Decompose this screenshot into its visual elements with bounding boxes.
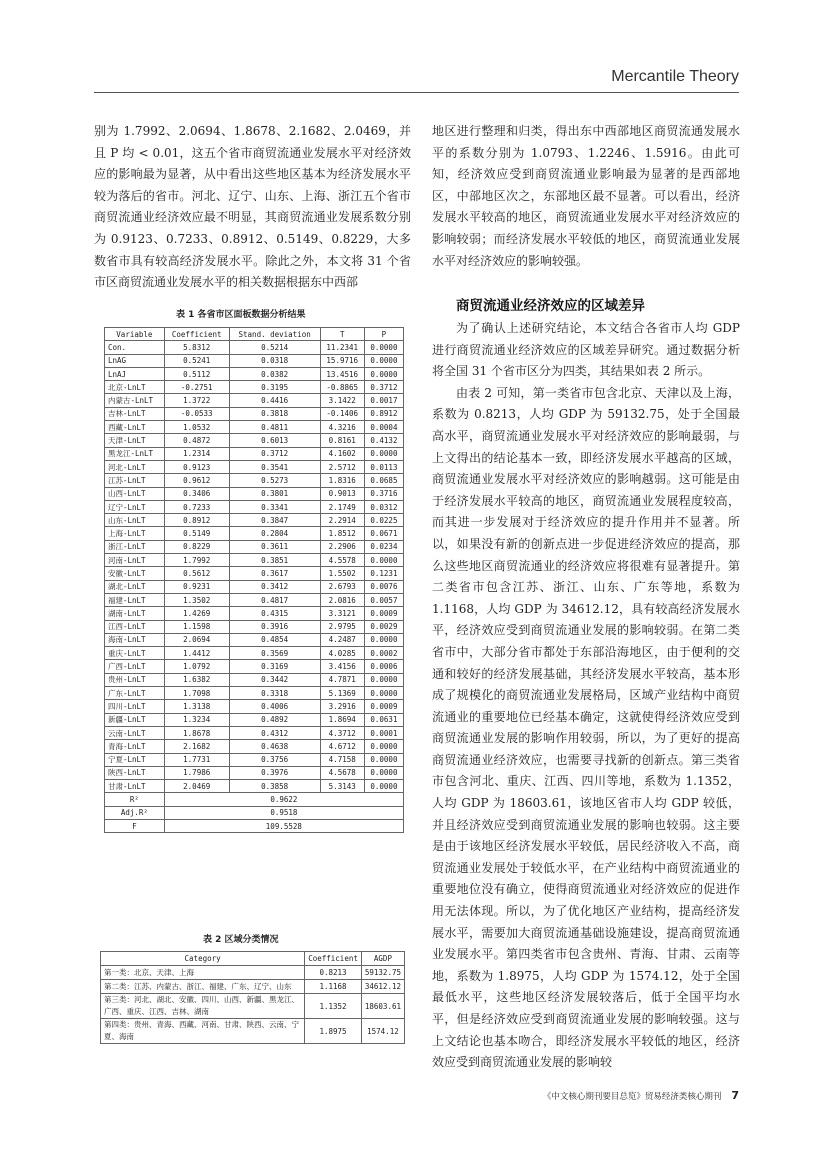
table-cell: 0.5241 [164, 354, 229, 367]
table-cell: 1.6382 [164, 673, 229, 686]
section-title: 商贸流通业经济效应的区域差异 [456, 298, 645, 314]
table-cell: 0.0000 [364, 780, 403, 793]
table2-header-row [101, 952, 405, 966]
table-cell: 山东-LnLT [105, 514, 165, 527]
table-cell: 辽宁-LnLT [105, 500, 165, 513]
table-cell: 0.0631 [364, 713, 403, 726]
table-cell: 4.1602 [320, 447, 364, 460]
table-row [105, 434, 404, 447]
table-cell: 4.0285 [320, 647, 364, 660]
table-cell: 11.2341 [320, 341, 364, 354]
table-cell: 河北-LnLT [105, 460, 165, 473]
table-cell: 59132.75 [361, 966, 404, 980]
table-row [105, 381, 404, 394]
table-cell: 0.0029 [364, 620, 403, 633]
table-cell: 0.0076 [364, 580, 403, 593]
table-cell: 湖北-LnLT [105, 580, 165, 593]
paragraph: 别为 1.7992、2.0694、1.8678、2.1682、2.0469，并且 P 均 < 0.01，这五个省市商贸流通业发展水平对经济效应的影响最为显著，从中看出这些地区基本为经济发展水平较为落后的省市。河北、辽宁、山东、上海、浙江五个省市商贸流通业经济效应最不明显，其商贸流通业发展系数分别为 0.9123、0.7233、0.8912、0.5149、0.8229，大多数省市具有较高经济发展水平。除此之外，本文将 31 个省市区商贸流通业发展水平的相关数据根据东中西部 [94, 124, 411, 290]
table-cell: 1.7731 [164, 753, 229, 766]
table-cell: 0.3801 [229, 487, 320, 500]
table-cell: 1.2314 [164, 447, 229, 460]
table-cell: 0.0017 [364, 394, 403, 407]
table-cell: 福建-LnLT [105, 593, 165, 606]
table-cell: 浙江-LnLT [105, 540, 165, 553]
table-cell: 新疆-LnLT [105, 713, 165, 726]
table-row [105, 567, 404, 580]
table-row [105, 766, 404, 779]
table-cell: 4.3216 [320, 421, 364, 434]
table-cell: 0.3858 [229, 780, 320, 793]
table-row [105, 474, 404, 487]
table-cell: 0.0225 [364, 514, 403, 527]
table-row [105, 421, 404, 434]
table-cell: 4.2487 [320, 633, 364, 646]
table-cell: 4.7158 [320, 753, 364, 766]
table-cell: 第二类：江苏、内蒙古、浙江、福建、广东、辽宁、山东 [101, 980, 305, 994]
table-cell: 1574.12 [361, 1019, 404, 1044]
table-row [105, 460, 404, 473]
page-footer [543, 1089, 739, 1102]
table1-header-cell: P [364, 328, 403, 341]
table-cell: 1.4412 [164, 647, 229, 660]
table-cell: 安徽-LnLT [105, 567, 165, 580]
table-cell: 0.3712 [229, 447, 320, 460]
table-cell: 0.4892 [229, 713, 320, 726]
table-cell: 重庆-LnLT [105, 647, 165, 660]
table-row [105, 633, 404, 646]
table-cell: 0.9612 [164, 474, 229, 487]
table-cell: 4.5578 [320, 554, 364, 567]
journal-name: 《中文核心期刊要目总览》贸易经济类核心期刊 [542, 1092, 722, 1102]
table-cell: 2.0469 [164, 780, 229, 793]
table-row [105, 354, 404, 367]
table-row [105, 593, 404, 606]
table-cell: 0.8213 [305, 966, 362, 980]
table-cell: 0.0000 [364, 687, 403, 700]
table-row [105, 753, 404, 766]
table-cell: 吉林-LnLT [105, 407, 165, 420]
table-cell: 0.3847 [229, 514, 320, 527]
table-cell: 1.8512 [320, 527, 364, 540]
table-cell: 0.5149 [164, 527, 229, 540]
table-cell: 0.3712 [364, 381, 403, 394]
table-cell: 0.0000 [364, 753, 403, 766]
table1-summary-row [105, 793, 404, 806]
table-cell: 1.0532 [164, 421, 229, 434]
page-header [94, 66, 739, 93]
table-cell: 湖南-LnLT [105, 607, 165, 620]
table-row [105, 580, 404, 593]
table-cell: 天津-LnLT [105, 434, 165, 447]
table-cell: 0.8161 [320, 434, 364, 447]
table-cell: 0.3318 [229, 687, 320, 700]
table-cell: 0.0382 [229, 367, 320, 380]
table-cell: 0.3851 [229, 554, 320, 567]
table-row [105, 514, 404, 527]
table-cell: 0.0000 [364, 766, 403, 779]
table-cell: -0.0533 [164, 407, 229, 420]
table-row [105, 660, 404, 673]
table-cell: 0.0000 [364, 554, 403, 567]
table-cell: 0.0685 [364, 474, 403, 487]
table-cell: 0.0006 [364, 660, 403, 673]
table-cell: 1.7986 [164, 766, 229, 779]
table-cell: 3.2916 [320, 700, 364, 713]
table-row [105, 447, 404, 460]
table-cell: -0.8865 [320, 381, 364, 394]
table-cell: 河南-LnLT [105, 554, 165, 567]
table-cell: 0.4006 [229, 700, 320, 713]
table2-header-cell: AGDP [361, 952, 404, 966]
table-row [105, 687, 404, 700]
table2-header-cell: Coefficient [305, 952, 362, 966]
table-row [105, 367, 404, 380]
table-row [105, 740, 404, 753]
table-cell: 18603.61 [361, 994, 404, 1019]
paragraph: 地区进行整理和归类，得出东中西部地区商贸流通发展水平的系数分别为 1.0793、1.2246、1.5916。由此可知，经济效应受到商贸流通业影响最为显著的是西部地区，中部地区次之，东部地区最不显著。可以看出，经济发展水平较高的地区，商贸流通业发展水平对经济效应的影响较弱；而经济发展水平较低的地区，商贸流通业发展水平对经济效应的影响较强。 [432, 124, 740, 268]
paragraph: 由表 2 可知，第一类省市包含北京、天津以及上海，系数为 0.8213，人均 GDP 为 59132.75，处于全国最高水平，商贸流通业发展水平对经济效应的影响最弱，与上文得出的结论基本一致，即经济发展水平越高的区域，商贸流通业发展水平对经济效应的影响越弱。这可能是由于经济发展水平较高的地区，商贸流通业发展程度较高，而其进一步发展对于经济效应的提升作用并不显著。所以，如果没有新的创新点进一步促进经济效应的提高，那么这些地区商贸流通业的经济效应将很难有显著提升。第二类省市包含江苏、浙江、山东、广东等地，系数为 1.1168，人均 GDP 为 34612.12，具有较高经济发展水平，经济效应受到商贸流通业发展的影响较弱。在第二类省市中，大部分省市都处于东部沿海地区，由于便利的交通和较好的经济发展基础，其经济发展水平较高，基本形成了规模化的商贸流通业发展格局，区域产业结构中商贸流通业的重要地位已经基本确定，这就使得经济效应受到商贸流通业发展的影响作用较弱，所以，为了更好的提高商贸流通业经济效应，也需要寻找新的创新点。第三类省市包含河北、重庆、江西、四川等地，系数为 1.1352，人均 GDP 为 18603.61，该地区省市人均 GDP 较低，并且经济效应受到商贸流通业发展的影响也较弱。这主要是由于该地区经济发展水平较低，居民经济收入不高，商贸流通业发展处于较低水平，在产业结构中商贸流通业的重要地位没有确立，使得商贸流通业对经济效应的促进作用无法体现。所以，为了优化地区产业结构，提高经济发展水平，需要加大商贸流通基础设施建设，提高商贸流通业发展水平。第四类省市包含贵州、青海、甘肃、云南等地，系数为 1.8975，人均 GDP 为 1574.12，处于全国最低水平，这些地区经济发展较落后，低于全国平均水平，但是经济效应受到商贸流通业发展的影响较强。这与上文结论也基本吻合，即经济发展水平较低的地区，经济效应受到商贸流通业发展的影响较 [432, 385, 740, 1070]
table1-header-cell: T [320, 328, 364, 341]
table-cell: 0.3569 [229, 647, 320, 660]
table-cell: 0.3195 [229, 381, 320, 394]
table-cell: 2.1682 [164, 740, 229, 753]
table1-summary-row [105, 806, 404, 819]
table-cell: 0.3756 [229, 753, 320, 766]
table-cell: 上海-LnLT [105, 527, 165, 540]
table-cell: 0.3617 [229, 567, 320, 580]
table-cell: 0.9013 [320, 487, 364, 500]
left-column-text [94, 121, 411, 294]
table-cell: 0.0004 [364, 421, 403, 434]
page-number: 7 [731, 1089, 739, 1102]
table-cell: 0.0000 [364, 354, 403, 367]
table-cell: 0.0009 [364, 607, 403, 620]
running-title: Mercantile Theory [611, 68, 739, 85]
table-row [105, 554, 404, 567]
table-cell: 广西-LnLT [105, 660, 165, 673]
table-row [101, 1019, 405, 1044]
table-cell: 0.7233 [164, 500, 229, 513]
table-cell: 2.0694 [164, 633, 229, 646]
table-cell: 5.8312 [164, 341, 229, 354]
table-row [105, 620, 404, 633]
table-cell: 1.8316 [320, 474, 364, 487]
table1-header-cell: Coefficient [164, 328, 229, 341]
table-cell: 0.0234 [364, 540, 403, 553]
table-cell: 陕西-LnLT [105, 766, 165, 779]
summary-label: Adj.R² [105, 806, 165, 819]
table-cell: 34612.12 [361, 980, 404, 994]
table-row [101, 966, 405, 980]
table-cell: 1.1598 [164, 620, 229, 633]
table-row [105, 607, 404, 620]
table-cell: 0.1231 [364, 567, 403, 580]
table-cell: 第三类：河北、湖北、安徽、四川、山西、新疆、黑龙江、广西、重庆、江西、吉林、湖南 [101, 994, 305, 1019]
table-row [105, 407, 404, 420]
table-cell: 1.3722 [164, 394, 229, 407]
table-cell: 第四类：贵州、青海、西藏、河南、甘肃、陕西、云南、宁夏、海南 [101, 1019, 305, 1044]
table-cell: 第一类：北京、天津、上海 [101, 966, 305, 980]
table-cell: LnAG [105, 354, 165, 367]
table-row [101, 994, 405, 1019]
table-cell: 0.3611 [229, 540, 320, 553]
table-cell: 1.0792 [164, 660, 229, 673]
table-cell: 0.0000 [364, 633, 403, 646]
table-row [105, 500, 404, 513]
table-cell: 0.3541 [229, 460, 320, 473]
table-row [105, 487, 404, 500]
table-cell: 宁夏-LnLT [105, 753, 165, 766]
table-cell: 广东-LnLT [105, 687, 165, 700]
table-cell: 5.1369 [320, 687, 364, 700]
summary-value: 0.9622 [164, 793, 403, 806]
table-row [101, 980, 405, 994]
table-cell: 山西-LnLT [105, 487, 165, 500]
table-cell: 1.3234 [164, 713, 229, 726]
paragraph: 为了确认上述研究结论，本文结合各省市人均 GDP 进行商贸流通业经济效应的区域差异研究。通过数据分析将全国 31 个省市区分为四类，其结果如表 2 所示。 [432, 321, 740, 379]
table1-caption: 表 1 各省市区面板数据分析结果 [176, 310, 306, 320]
table-cell: 0.9231 [164, 580, 229, 593]
table-cell: 0.3818 [229, 407, 320, 420]
table-cell: 1.7098 [164, 687, 229, 700]
table1 [104, 327, 404, 833]
table-cell: 0.5214 [229, 341, 320, 354]
table-cell: 0.4416 [229, 394, 320, 407]
table-cell: 3.1422 [320, 394, 364, 407]
table-cell: 15.9716 [320, 354, 364, 367]
table-cell: 0.3406 [164, 487, 229, 500]
table-cell: 0.0312 [364, 500, 403, 513]
table-cell: 0.0001 [364, 726, 403, 739]
table-cell: 1.1168 [305, 980, 362, 994]
table-cell: 4.3712 [320, 726, 364, 739]
table-cell: -0.1406 [320, 407, 364, 420]
table-cell: 1.5502 [320, 567, 364, 580]
table-cell: 2.0816 [320, 593, 364, 606]
table-cell: 0.9123 [164, 460, 229, 473]
table-cell: 内蒙古-LnLT [105, 394, 165, 407]
table-cell: 0.4312 [229, 726, 320, 739]
table-cell: 甘肃-LnLT [105, 780, 165, 793]
table1-summary-row [105, 819, 404, 832]
table-cell: 青海-LnLT [105, 740, 165, 753]
table-cell: 江西-LnLT [105, 620, 165, 633]
table-cell: 2.2906 [320, 540, 364, 553]
table-cell: 0.0002 [364, 647, 403, 660]
table-cell: 0.3976 [229, 766, 320, 779]
table-cell: 云南-LnLT [105, 726, 165, 739]
table-cell: 4.6712 [320, 740, 364, 753]
table-cell: 2.5712 [320, 460, 364, 473]
table-cell: 3.4156 [320, 660, 364, 673]
table-row [105, 726, 404, 739]
table-cell: 西藏-LnLT [105, 421, 165, 434]
table-cell: 4.7871 [320, 673, 364, 686]
table-cell: 13.4516 [320, 367, 364, 380]
table-row [105, 647, 404, 660]
table-cell: 0.3716 [364, 487, 403, 500]
table1-header-cell: Variable [105, 328, 165, 341]
table-row [105, 700, 404, 713]
table-cell: 0.4638 [229, 740, 320, 753]
table-cell: 0.0113 [364, 460, 403, 473]
table-cell: 四川-LnLT [105, 700, 165, 713]
table-cell: 黑龙江-LnLT [105, 447, 165, 460]
table-cell: 0.0318 [229, 354, 320, 367]
table-cell: 0.4811 [229, 421, 320, 434]
table-cell: 0.0009 [364, 700, 403, 713]
table-cell: 0.5612 [164, 567, 229, 580]
table1-header-row [105, 328, 404, 341]
table-cell: 江苏-LnLT [105, 474, 165, 487]
table-cell: 3.3121 [320, 607, 364, 620]
table1-header-cell: Stand. deviation [229, 328, 320, 341]
summary-label: R² [105, 793, 165, 806]
table-cell: 1.8975 [305, 1019, 362, 1044]
right-column-text [432, 318, 740, 1074]
table-cell: 0.0000 [364, 673, 403, 686]
table-cell: Con. [105, 341, 165, 354]
table-cell: 0.4315 [229, 607, 320, 620]
table-cell: 北京-LnLT [105, 381, 165, 394]
table-cell: 0.0671 [364, 527, 403, 540]
table-cell: 贵州-LnLT [105, 673, 165, 686]
table-cell: 0.4817 [229, 593, 320, 606]
table-cell: 0.5273 [229, 474, 320, 487]
table-cell: 1.8694 [320, 713, 364, 726]
table-cell: 0.3169 [229, 660, 320, 673]
table-cell: 0.2804 [229, 527, 320, 540]
table-cell: 0.4872 [164, 434, 229, 447]
right-column-top-text [432, 121, 740, 272]
table-cell: 1.7992 [164, 554, 229, 567]
summary-value: 0.9518 [164, 806, 403, 819]
table-row [105, 540, 404, 553]
table-cell: 0.5112 [164, 367, 229, 380]
table-cell: 0.0000 [364, 447, 403, 460]
table-row [105, 394, 404, 407]
table-row [105, 780, 404, 793]
table-cell: 0.0000 [364, 341, 403, 354]
table-cell: 0.8912 [164, 514, 229, 527]
table2-caption: 表 2 区域分类情况 [203, 935, 279, 945]
table-cell: 0.0000 [364, 367, 403, 380]
summary-label: F [105, 819, 165, 832]
table-cell: 0.3442 [229, 673, 320, 686]
table-cell: 0.3341 [229, 500, 320, 513]
table-cell: 0.0000 [364, 740, 403, 753]
table-cell: 1.8678 [164, 726, 229, 739]
table-cell: 1.4269 [164, 607, 229, 620]
table-cell: LnAJ [105, 367, 165, 380]
table-cell: 0.8912 [364, 407, 403, 420]
table-cell: 2.2914 [320, 514, 364, 527]
table-cell: 2.6793 [320, 580, 364, 593]
table-cell: 0.4132 [364, 434, 403, 447]
table-cell: 2.9795 [320, 620, 364, 633]
table-cell: 海南-LnLT [105, 633, 165, 646]
table-cell: 0.8229 [164, 540, 229, 553]
table-cell: 1.1352 [305, 994, 362, 1019]
table-cell: 1.3138 [164, 700, 229, 713]
table-cell: 0.0057 [364, 593, 403, 606]
table-cell: 5.3143 [320, 780, 364, 793]
table-row [105, 713, 404, 726]
table-cell: -0.2751 [164, 381, 229, 394]
table-cell: 1.3502 [164, 593, 229, 606]
table-row [105, 527, 404, 540]
table-row [105, 341, 404, 354]
table-row [105, 673, 404, 686]
table-cell: 4.5678 [320, 766, 364, 779]
table-cell: 0.4854 [229, 633, 320, 646]
table-cell: 0.3916 [229, 620, 320, 633]
table2 [100, 951, 405, 1044]
summary-value: 109.5528 [164, 819, 403, 832]
table2-header-cell: Category [101, 952, 305, 966]
table-cell: 2.1749 [320, 500, 364, 513]
table-cell: 0.3412 [229, 580, 320, 593]
table-cell: 0.6013 [229, 434, 320, 447]
